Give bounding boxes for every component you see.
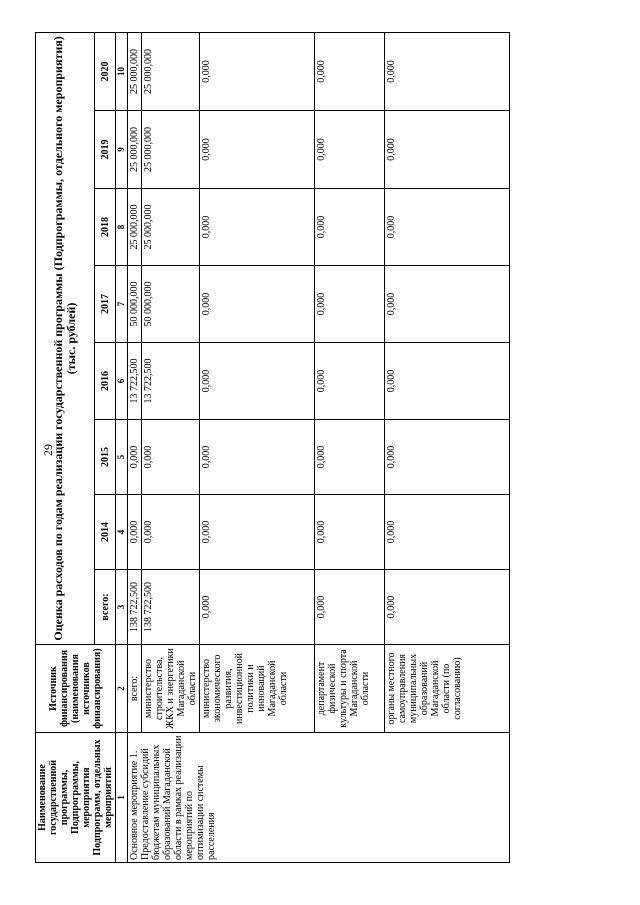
header-year: 2015: [95, 420, 116, 495]
value-cell: 50 000,000: [142, 266, 200, 343]
column-number: 5: [116, 420, 128, 495]
column-number: 10: [116, 32, 128, 110]
header-col1: Наименование государственной программы, Подпрограммы, мероприятия Подпрограмм, отдельных мероприятий: [36, 733, 116, 863]
header-total: всего:: [95, 570, 116, 645]
value-cell: 0,000: [385, 343, 510, 420]
header-year: 2016: [95, 343, 116, 420]
value-cell: 0,000: [200, 32, 315, 110]
value-cell: 0,000: [315, 32, 385, 110]
header-year: 2019: [95, 111, 116, 189]
value-cell: 0,000: [200, 420, 315, 495]
column-number: 7: [116, 266, 128, 343]
header-estimate: Оценка расходов по годам реализации государственной программы (Подпрограммы, отдельного мероприятия) (тыс. рублей): [36, 32, 95, 644]
value-cell: 0,000: [200, 266, 315, 343]
value-cell: 0,000: [385, 570, 510, 645]
header-year: 2018: [95, 189, 116, 266]
source-cell: департамент физической культуры и спорта Магаданской области: [315, 645, 385, 733]
value-cell: 25 000,000: [128, 189, 142, 266]
header-year: 2020: [95, 32, 116, 110]
expenditure-table: [35, 32, 510, 863]
table-container: [35, 33, 565, 863]
page-number: 29: [41, 444, 55, 456]
value-cell: 0,000: [315, 266, 385, 343]
header-year: 2017: [95, 266, 116, 343]
value-cell: 0,000: [128, 420, 142, 495]
value-cell: 0,000: [315, 189, 385, 266]
value-cell: 50 000,000: [128, 266, 142, 343]
column-number: 3: [116, 570, 128, 645]
value-cell: 0,000: [128, 495, 142, 570]
column-number: 1: [116, 733, 128, 863]
source-cell: всего:: [128, 645, 142, 733]
value-cell: 0,000: [385, 189, 510, 266]
value-cell: 25 000,000: [142, 189, 200, 266]
value-cell: 0,000: [200, 343, 315, 420]
value-cell: 25 000,000: [128, 111, 142, 189]
value-cell: 0,000: [315, 111, 385, 189]
column-number: 9: [116, 111, 128, 189]
value-cell: 0,000: [385, 420, 510, 495]
value-cell: 0,000: [385, 111, 510, 189]
activity-name: Основное мероприятие 1. Предоставление субсидий бюджетам муниципальных образований Магаданской области в рамках реализации мероприятий по оптимизации системы расселения: [128, 733, 510, 863]
column-number: 8: [116, 189, 128, 266]
value-cell: 0,000: [385, 495, 510, 570]
value-cell: 13 722,500: [142, 343, 200, 420]
value-cell: 25 000,000: [142, 32, 200, 110]
source-cell: министерство строительства, ЖКХ и энергетики Магаданской области: [142, 645, 200, 733]
value-cell: 25 000,000: [128, 32, 142, 110]
value-cell: 0,000: [315, 495, 385, 570]
value-cell: 0,000: [385, 266, 510, 343]
source-cell: органы местного самоуправления муниципальных образований Магаданской области (по согласованию): [385, 645, 510, 733]
value-cell: 0,000: [142, 495, 200, 570]
value-cell: 138 722,500: [142, 570, 200, 645]
table-row: [128, 32, 142, 862]
value-cell: 0,000: [315, 570, 385, 645]
value-cell: 13 722,500: [128, 343, 142, 420]
value-cell: 138 722,500: [128, 570, 142, 645]
value-cell: 0,000: [200, 189, 315, 266]
source-cell: министерство экономического развития, инвестиционной политики и инноваций Магаданской области: [200, 645, 315, 733]
header-year: 2014: [95, 495, 116, 570]
value-cell: 0,000: [385, 32, 510, 110]
column-number: 4: [116, 495, 128, 570]
value-cell: 0,000: [200, 111, 315, 189]
column-number: 6: [116, 343, 128, 420]
value-cell: 0,000: [200, 570, 315, 645]
value-cell: 0,000: [200, 495, 315, 570]
value-cell: 25 000,000: [142, 111, 200, 189]
value-cell: 0,000: [142, 420, 200, 495]
value-cell: 0,000: [315, 343, 385, 420]
value-cell: 0,000: [315, 420, 385, 495]
header-col2: Источник финансирования (наименования источников финансирования): [36, 645, 116, 733]
column-number: 2: [116, 645, 128, 733]
